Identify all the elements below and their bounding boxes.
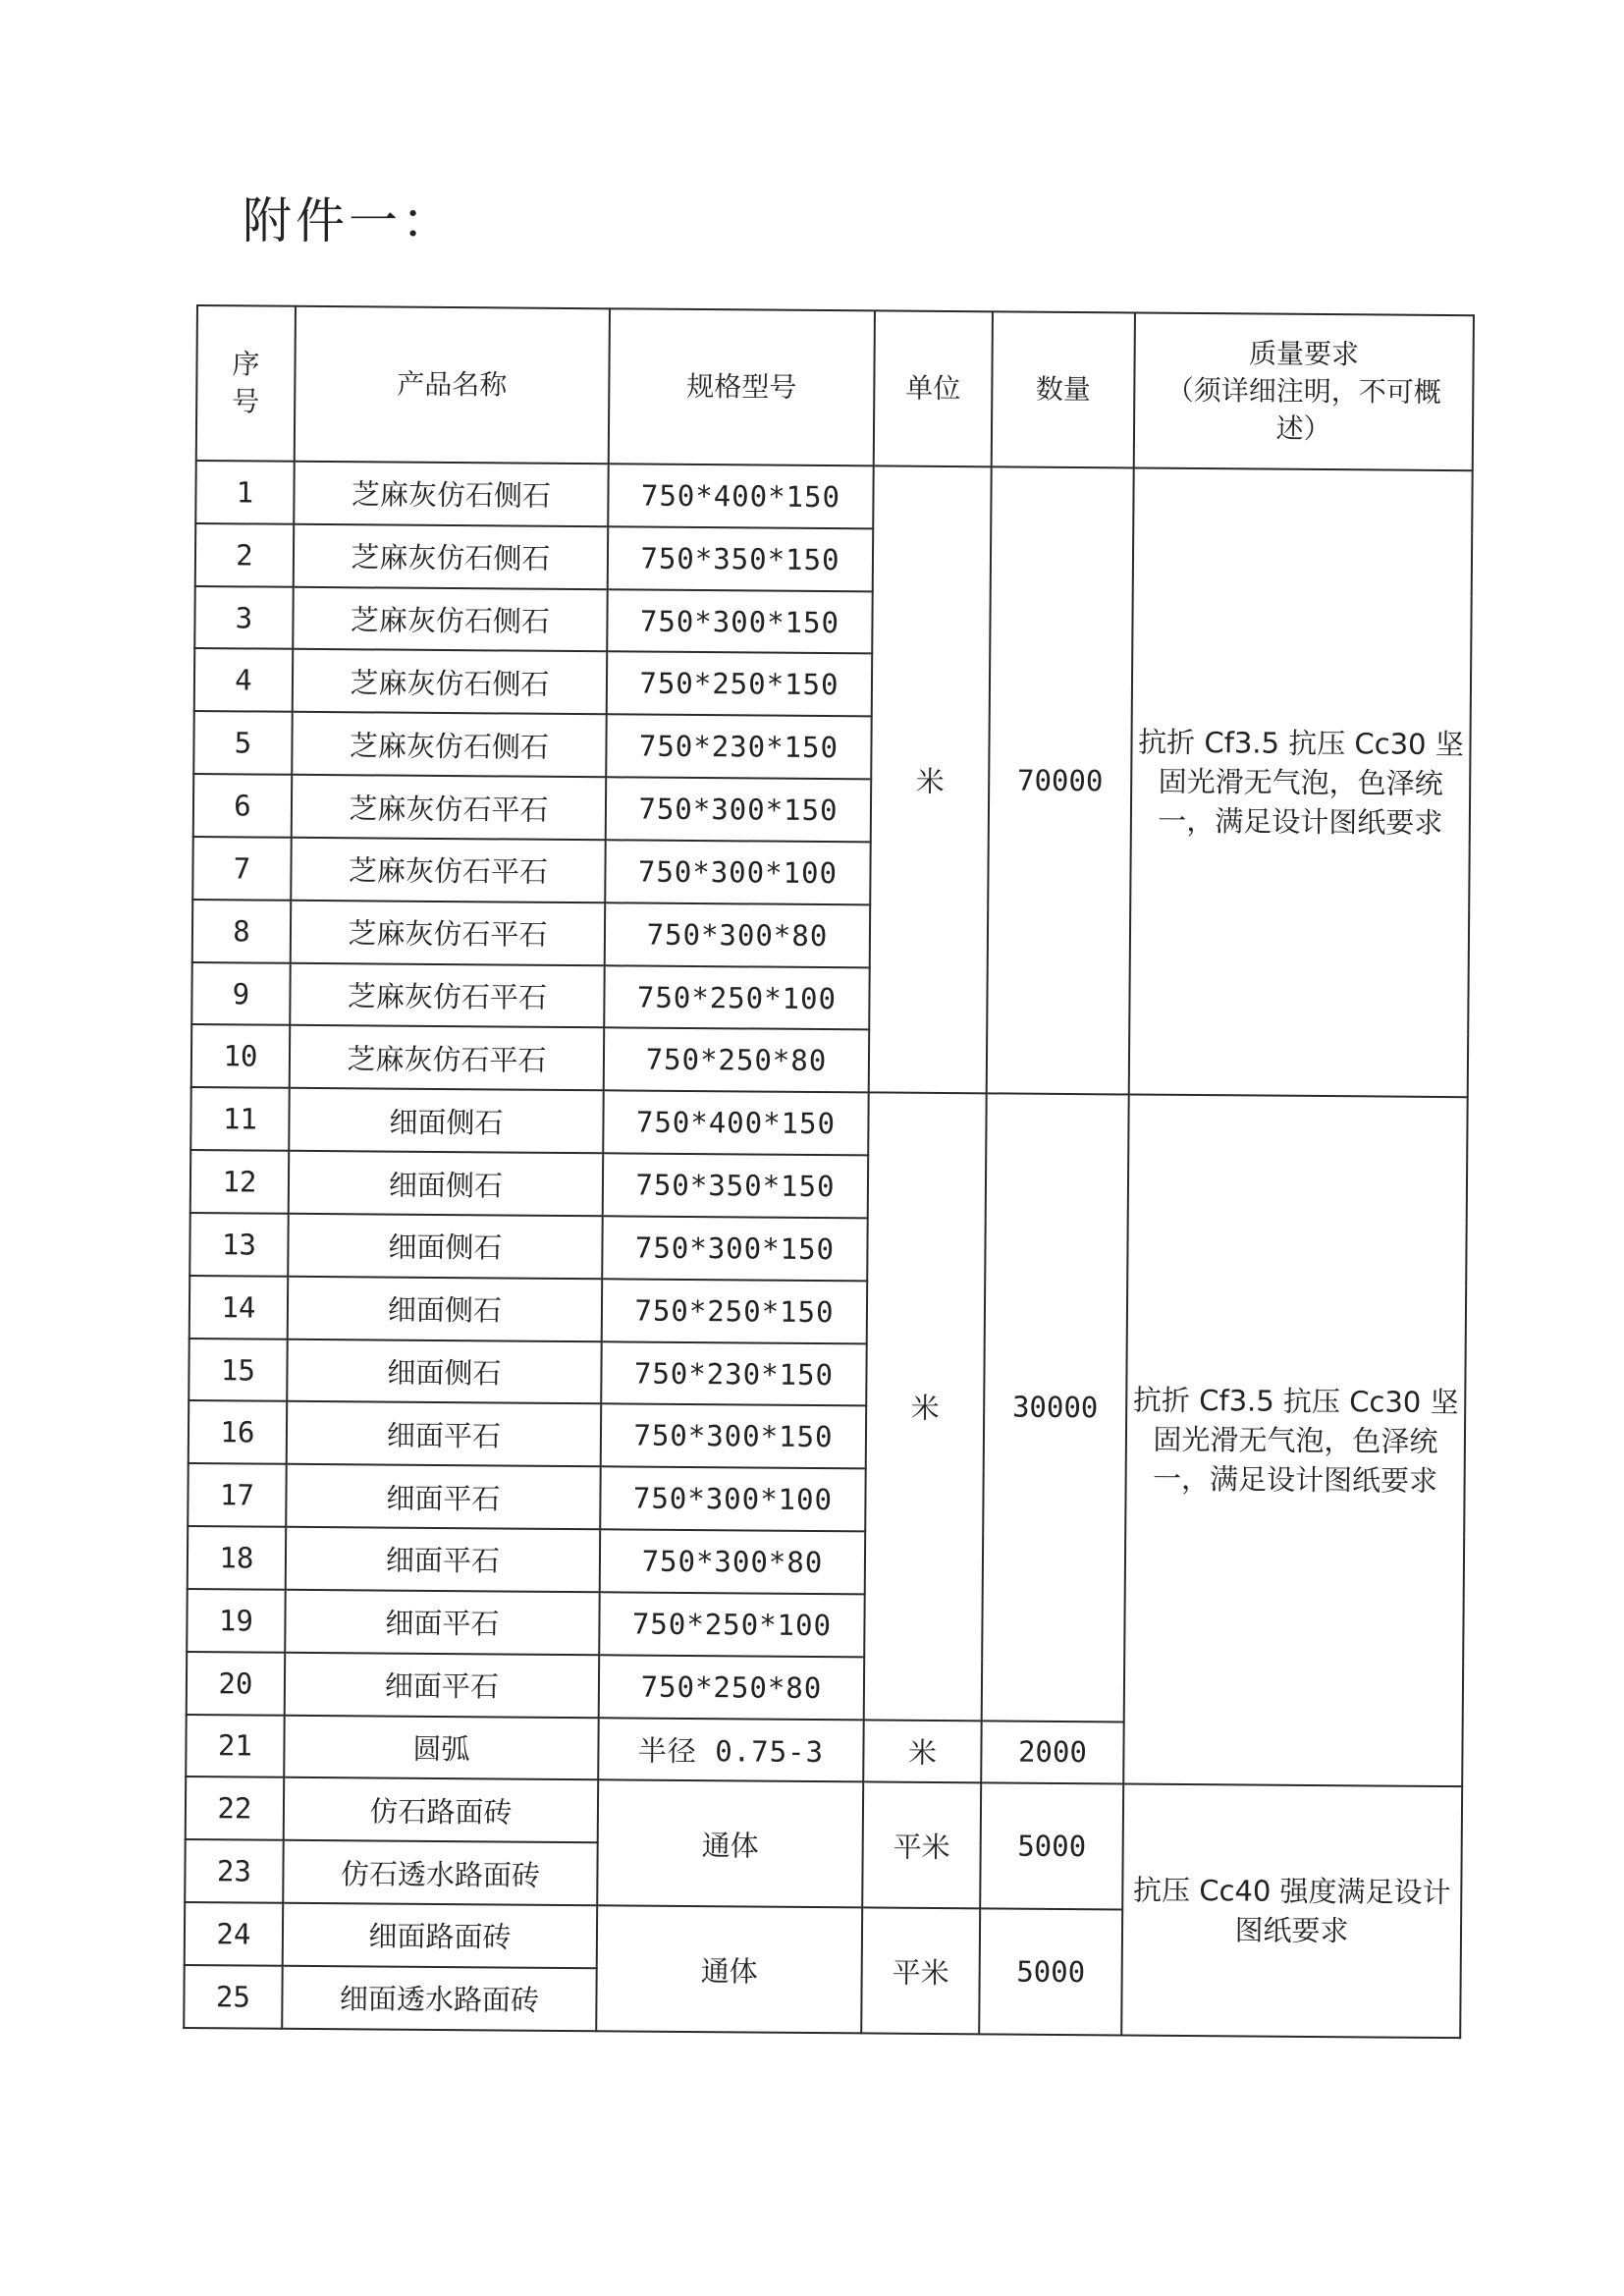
product-table <box>183 304 1475 2039</box>
product-name-cell: 芝麻灰仿石侧石 <box>293 586 607 651</box>
product-name-cell: 细面路面砖 <box>283 1903 597 1968</box>
product-name-cell: 芝麻灰仿石平石 <box>290 962 604 1027</box>
spec-cell: 750*250*100 <box>599 1592 864 1657</box>
unit-cell: 米 <box>863 1720 981 1783</box>
product-name-cell: 仿石透水路面砖 <box>283 1840 597 1905</box>
spec-cell: 750*250*100 <box>604 965 869 1030</box>
seq-cell: 24 <box>185 1902 283 1966</box>
seq-cell: 20 <box>187 1652 285 1716</box>
product-name-cell: 仿石路面砖 <box>284 1777 598 1842</box>
spec-cell: 750*300*150 <box>606 777 871 842</box>
unit-cell: 平米 <box>861 1907 980 2034</box>
spec-cell: 750*230*150 <box>601 1341 866 1406</box>
unit-cell: 米 <box>869 465 992 1093</box>
seq-cell: 23 <box>185 1839 283 1903</box>
seq-cell: 16 <box>189 1400 287 1464</box>
spec-cell: 750*300*150 <box>602 1216 867 1281</box>
product-name-cell: 细面平石 <box>286 1464 600 1529</box>
spec-cell: 750*350*150 <box>608 526 873 591</box>
seq-cell: 22 <box>186 1777 284 1840</box>
seq-cell: 9 <box>191 962 290 1026</box>
spec-cell: 750*300*100 <box>605 840 870 904</box>
header-qty: 数量 <box>992 311 1135 467</box>
seq-cell: 4 <box>194 648 293 712</box>
spec-cell: 750*300*80 <box>605 902 870 967</box>
spec-cell: 750*250*150 <box>602 1279 867 1343</box>
seq-cell: 12 <box>190 1150 289 1214</box>
spec-cell: 通体 <box>596 1905 862 2033</box>
page-heading: 附件一： <box>243 192 455 249</box>
seq-cell: 5 <box>193 711 292 775</box>
product-name-cell: 圆弧 <box>284 1715 598 1779</box>
unit-cell: 平米 <box>862 1782 981 1909</box>
product-name-cell: 芝麻灰仿石平石 <box>290 1025 604 1090</box>
header-unit: 单位 <box>874 310 993 466</box>
qty-cell: 70000 <box>987 466 1134 1094</box>
quality-cell: 抗折 Cf3.5 抗压 Cc30 坚固光滑无气泡，色泽统一，满足设计图纸要求 <box>1129 468 1473 1098</box>
product-name-cell: 细面侧石 <box>289 1088 603 1153</box>
product-name-cell: 细面透水路面砖 <box>282 1966 596 2032</box>
product-name-cell: 细面侧石 <box>289 1151 603 1216</box>
seq-cell: 7 <box>192 837 291 901</box>
product-name-cell: 芝麻灰仿石侧石 <box>294 462 608 526</box>
table-row <box>195 461 1472 533</box>
seq-cell: 19 <box>187 1589 285 1653</box>
seq-cell: 3 <box>194 586 293 650</box>
quality-cell: 抗压 Cc40 强度满足设计图纸要求 <box>1121 1784 1462 2038</box>
seq-cell: 14 <box>189 1276 288 1339</box>
seq-cell: 21 <box>186 1715 284 1778</box>
spec-cell: 750*400*150 <box>608 464 873 528</box>
header-row <box>196 305 1474 470</box>
spec-cell: 750*300*150 <box>601 1404 866 1469</box>
table-row <box>186 1777 1462 1849</box>
spec-cell: 750*250*150 <box>607 652 872 717</box>
product-name-cell: 细面侧石 <box>288 1277 602 1341</box>
seq-cell: 13 <box>189 1213 288 1277</box>
seq-cell: 6 <box>193 774 292 838</box>
spec-cell: 750*250*80 <box>604 1028 869 1093</box>
seq-cell: 17 <box>188 1463 286 1527</box>
spec-cell: 半径 0.75-3 <box>598 1718 863 1782</box>
header-quality: 质量要求 （须详细注明，不可概述） <box>1134 313 1474 471</box>
product-name-cell: 芝麻灰仿石侧石 <box>293 649 607 714</box>
product-name-cell: 细面侧石 <box>288 1214 602 1279</box>
spec-cell: 750*400*150 <box>603 1091 868 1156</box>
qty-cell: 5000 <box>980 1783 1123 1910</box>
product-name-cell: 芝麻灰仿石侧石 <box>292 712 606 777</box>
product-name-cell: 芝麻灰仿石侧石 <box>294 524 608 589</box>
seq-cell: 10 <box>191 1024 290 1088</box>
seq-cell: 1 <box>195 461 294 524</box>
seq-cell: 18 <box>188 1526 286 1590</box>
seq-cell: 2 <box>195 523 294 587</box>
unit-cell: 米 <box>864 1093 987 1721</box>
quality-cell: 抗折 Cf3.5 抗压 Cc30 坚固光滑无气泡，色泽统一，满足设计图纸要求 <box>1123 1095 1468 1787</box>
product-name-cell: 芝麻灰仿石平石 <box>291 838 605 902</box>
product-name-cell: 细面平石 <box>287 1401 601 1466</box>
seq-cell: 11 <box>190 1087 289 1151</box>
spec-cell: 750*300*100 <box>600 1467 865 1532</box>
seq-cell: 8 <box>192 900 291 963</box>
qty-cell: 30000 <box>982 1094 1129 1722</box>
spec-cell: 750*250*80 <box>599 1655 864 1720</box>
qty-cell: 2000 <box>981 1721 1123 1784</box>
header-seq: 序 号 <box>196 305 296 462</box>
header-name: 产品名称 <box>295 306 610 465</box>
header-spec: 规格型号 <box>609 308 875 465</box>
product-name-cell: 细面平石 <box>286 1527 600 1592</box>
seq-cell: 25 <box>184 1965 283 2029</box>
product-name-cell: 芝麻灰仿石平石 <box>291 901 605 965</box>
seq-cell: 15 <box>189 1339 287 1402</box>
qty-cell: 5000 <box>979 1908 1122 2035</box>
product-name-cell: 细面侧石 <box>287 1339 601 1403</box>
product-name-cell: 芝麻灰仿石平石 <box>292 775 606 840</box>
product-name-cell: 细面平石 <box>285 1652 599 1717</box>
product-name-cell: 细面平石 <box>285 1590 599 1655</box>
spec-cell: 750*300*80 <box>600 1529 865 1594</box>
spec-cell: 通体 <box>597 1780 863 1908</box>
spec-cell: 750*350*150 <box>603 1153 868 1218</box>
product-table-body <box>184 305 1474 2038</box>
table-row <box>190 1087 1467 1160</box>
spec-cell: 750*230*150 <box>606 715 871 780</box>
spec-cell: 750*300*150 <box>607 589 872 654</box>
